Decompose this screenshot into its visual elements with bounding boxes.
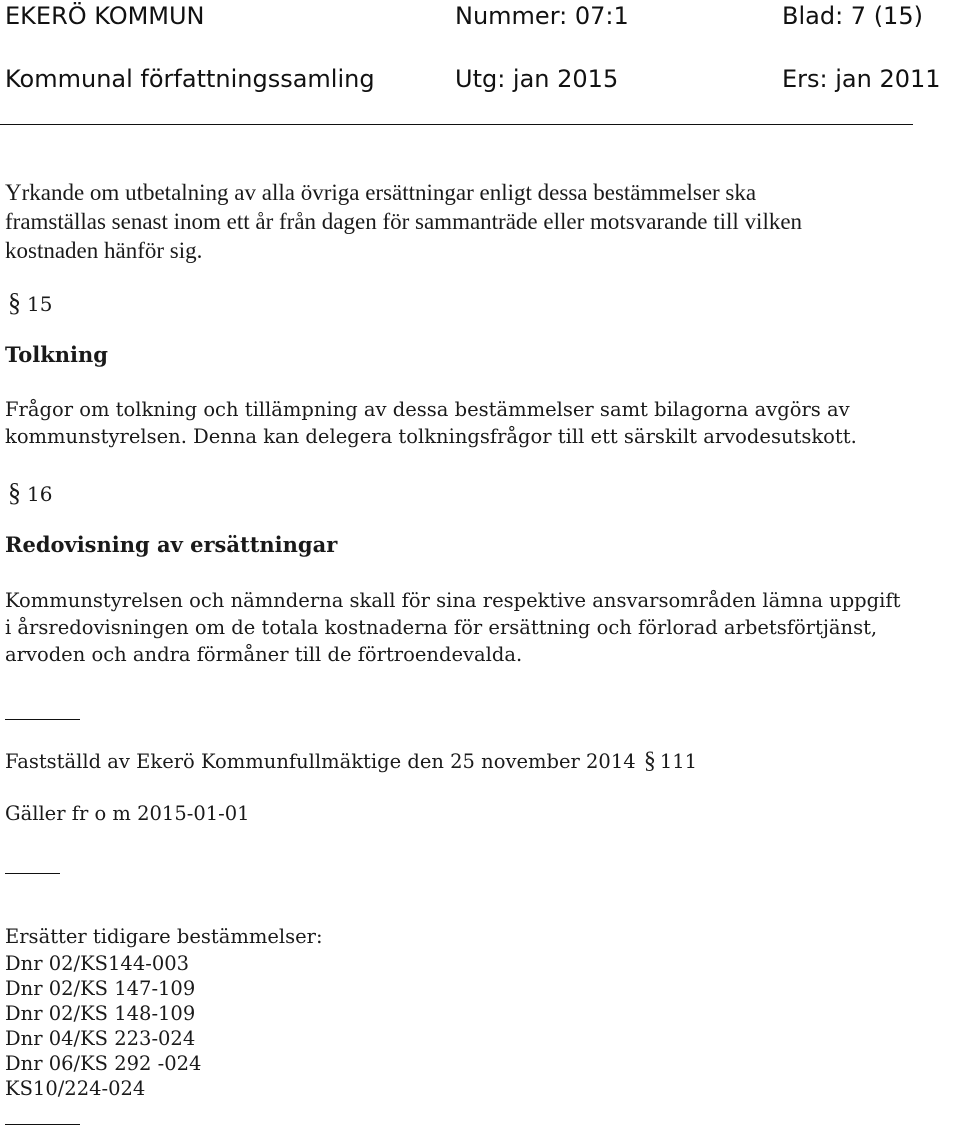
list-item: Dnr 02/KS 148-109	[5, 1002, 196, 1025]
paragraph-symbol: §	[8, 288, 21, 317]
header-rule	[0, 124, 913, 125]
section-16-line: Kommunstyrelsen och nämnderna skall för sina respektive ansvarsområden lämna uppgift	[5, 589, 901, 612]
paragraph-symbol: §	[643, 748, 656, 774]
list-item: Dnr 04/KS 223-024	[5, 1027, 196, 1050]
section-15-line: kommunstyrelsen. Denna kan delegera tolkningsfrågor till ett särskilt arvodesutskott.	[5, 425, 857, 448]
page-indicator: Blad: 7 (15)	[782, 2, 923, 30]
valid-from: Gäller fr o m 2015-01-01	[5, 802, 250, 825]
separator-line	[5, 1124, 80, 1125]
section-16-marker	[8, 478, 52, 508]
section-16-line: arvoden och andra förmåner till de förtroendevalda.	[5, 643, 523, 666]
list-item: Dnr 06/KS 292 -024	[5, 1052, 202, 1075]
section-15-marker	[8, 288, 52, 318]
list-item: KS10/224-024	[5, 1077, 146, 1100]
section-number: 16	[27, 482, 53, 506]
replaces-date: Ers: jan 2011	[782, 65, 941, 93]
municipality-name: EKERÖ KOMMUN	[5, 2, 205, 30]
section-15-body	[5, 396, 857, 450]
separator-line	[5, 719, 80, 720]
list-item: Dnr 02/KS 147-109	[5, 977, 196, 1000]
collection-title: Kommunal författningssamling	[5, 65, 375, 93]
replaces-heading: Ersätter tidigare bestämmelser:	[5, 925, 323, 948]
section-15-line: Frågor om tolkning och tillämpning av dessa bestämmelser samt bilagorna avgörs av	[5, 398, 850, 421]
section-number: 15	[27, 292, 53, 316]
document-number: Nummer: 07:1	[455, 2, 629, 30]
list-item: Dnr 02/KS144-003	[5, 952, 190, 975]
paragraph-symbol: §	[8, 478, 21, 507]
section-16-line: i årsredovisningen om de totala kostnaderna för ersättning och förlorad arbetsförtjänst,	[5, 616, 878, 639]
adoption-paragraph: 111	[659, 750, 698, 773]
intro-paragraph	[5, 178, 802, 265]
section-16-heading: Redovisning av ersättningar	[5, 532, 338, 557]
intro-line: kostnaden hänför sig.	[5, 238, 203, 263]
adoption-text: Fastställd av Ekerö Kommunfullmäktige den 25 november 2014	[5, 750, 636, 773]
intro-line: framställas senast inom ett år från dagen för sammanträde eller motsvarande till vilken	[5, 209, 803, 234]
adoption-statement	[5, 748, 697, 775]
section-15-heading: Tolkning	[5, 342, 108, 367]
issued-date: Utg: jan 2015	[455, 65, 619, 93]
replaced-list	[5, 950, 201, 1100]
intro-line: Yrkande om utbetalning av alla övriga ersättningar enligt dessa bestämmelser ska	[5, 180, 757, 205]
section-16-body	[5, 587, 900, 668]
separator-line	[5, 873, 60, 874]
